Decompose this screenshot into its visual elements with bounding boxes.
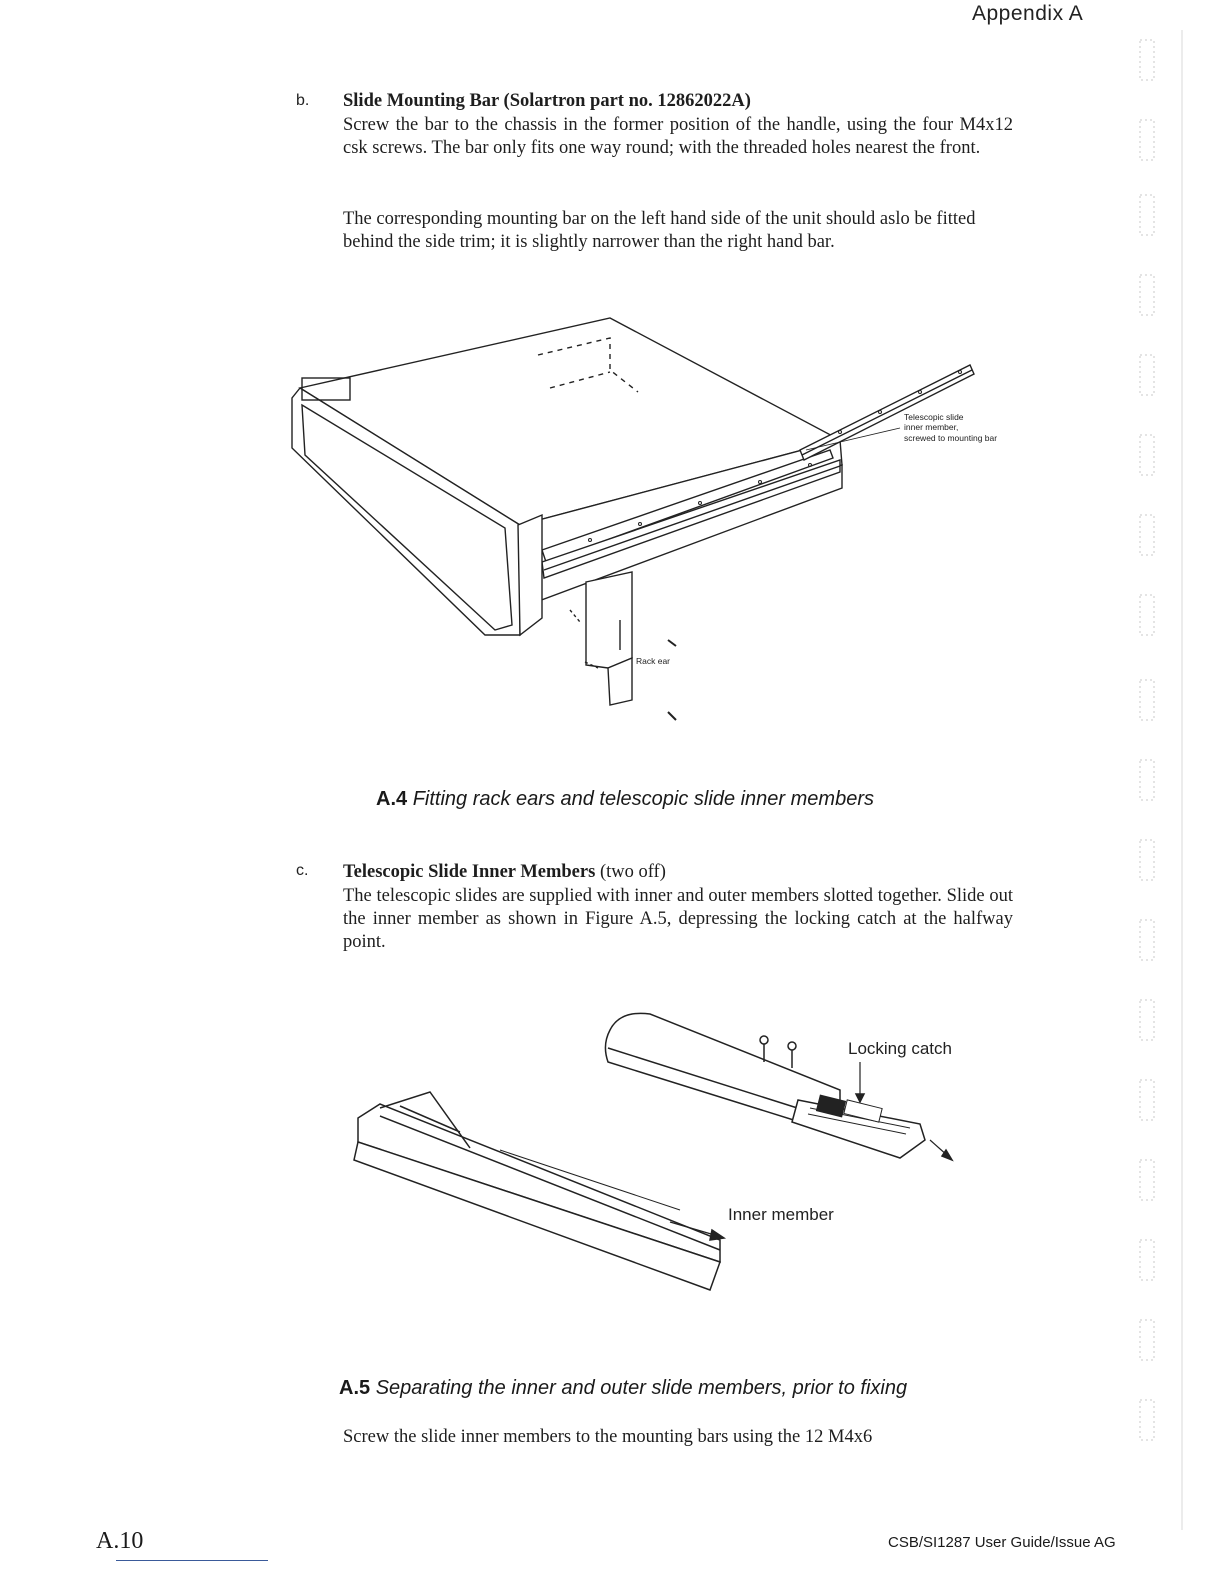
section-c-heading: Telescopic Slide Inner Members	[343, 862, 596, 882]
section-b-heading: Slide Mounting Bar (Solartron part no. 12862022A)	[343, 91, 751, 111]
figure-a5-caption-text: Separating the inner and outer slide members, prior to fixing	[375, 1377, 908, 1399]
figure-a5-caption-number: A.5	[339, 1377, 371, 1399]
page-number: A.10	[96, 1528, 144, 1554]
footer-rule	[116, 1560, 268, 1561]
section-b-paragraph-2: The corresponding mounting bar on the left hand side of the unit should aslo be fitted behind the side trim; it is slightly narrower than the right hand bar.	[343, 209, 976, 252]
figure-a4-caption-text: Fitting rack ears and telescopic slide inner members	[412, 788, 874, 810]
callout-rack-ear: Rack ear	[636, 656, 671, 666]
figure-a5-caption	[339, 1377, 907, 1400]
screw-guide	[570, 610, 580, 622]
closing-paragraph: Screw the slide inner members to the mounting bars using the 12 M4x6	[343, 1427, 873, 1447]
inner-member-lower	[354, 1142, 720, 1290]
running-header: Appendix A	[972, 2, 1084, 25]
index-tab-strip	[1134, 30, 1194, 1530]
locking-catch-arrowhead	[856, 1094, 864, 1102]
callout-slide-line2: inner member,	[904, 422, 959, 432]
figure-a5-illustration	[340, 1000, 1000, 1320]
figure-a4-caption	[376, 788, 874, 811]
section-c-label: c.	[296, 862, 309, 879]
callout-locking-catch: Locking catch	[848, 1039, 952, 1058]
document-reference: CSB/SI1287 User Guide/Issue AG	[888, 1534, 1116, 1551]
callout-slide-line3: screwed to mounting bar	[904, 433, 998, 443]
callout-inner-member: Inner member	[728, 1205, 834, 1224]
section-c-heading-suffix: (two off)	[595, 862, 666, 882]
section-b-paragraph-1: Screw the bar to the chassis in the former position of the handle, using the four M4x12 csk screws. The bar only fits one way round; with the threaded holes nearest the front.	[343, 115, 1013, 158]
rack-ear	[586, 572, 632, 668]
inner-member-body	[358, 1104, 720, 1262]
inner-direction-arrowhead	[710, 1230, 724, 1240]
screw	[668, 640, 676, 646]
side-flange	[518, 515, 542, 635]
screw	[668, 712, 676, 720]
section-b-heading-block	[343, 90, 1013, 113]
section-c-heading-block	[343, 861, 1013, 884]
section-c-paragraph: The telescopic slides are supplied with inner and outer members slotted together. Slide out the inner member as shown in Figure A.5, depressing the locking catch at the halfway point.	[343, 886, 1013, 952]
callout-slide-line1: Telescopic slide	[904, 412, 964, 422]
figure-a4-caption-number: A.4	[376, 788, 408, 810]
figure-a4-illustration	[280, 300, 1060, 750]
section-b-label: b.	[296, 92, 310, 109]
